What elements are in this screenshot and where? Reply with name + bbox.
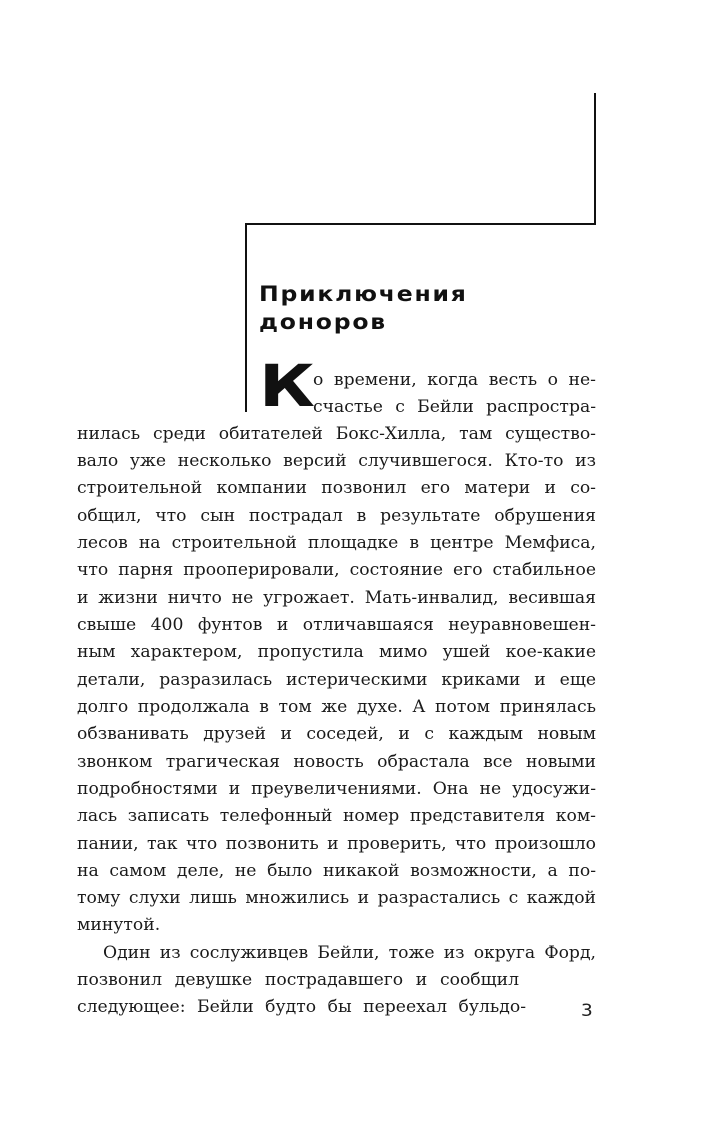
text-line: лесов на строительной площадке в центре Мемфиса, bbox=[77, 533, 596, 553]
text-line: долго продолжала в том же духе. А потом принялась bbox=[77, 697, 596, 717]
text-line: обзванивать друзей и соседей, и с каждым новым bbox=[77, 724, 596, 744]
chapter-title-line-2: доноров bbox=[259, 310, 387, 334]
chapter-title-line-1: Приключения bbox=[259, 282, 468, 306]
text-line: минутой. bbox=[77, 915, 161, 935]
text-line: звонком трагическая новость обрастала все новыми bbox=[77, 752, 596, 772]
decorative-frame-right-line bbox=[594, 93, 596, 225]
text-line: строительной компании позвонил его матери и со- bbox=[77, 478, 596, 498]
text-line: общил, что сын пострадал в результате обрушения bbox=[77, 506, 596, 526]
text-line: свыше 400 фунтов и отличавшаяся неуравновешен- bbox=[77, 615, 596, 635]
text-line: на самом деле, не было никакой возможности, а по- bbox=[77, 861, 596, 881]
chapter-title bbox=[259, 280, 595, 336]
text-line: следующее: Бейли будто бы переехал бульдо- bbox=[77, 997, 526, 1017]
text-line: что парня прооперировали, состояние его стабильное bbox=[77, 560, 596, 580]
text-line: счастье с Бейли распростра- bbox=[313, 397, 596, 417]
text-line: Один из сослуживцев Бейли, тоже из округа Форд, bbox=[103, 943, 596, 963]
text-line: о времени, когда весть о не- bbox=[313, 370, 596, 390]
text-line: ным характером, пропустила мимо ушей кое-какие bbox=[77, 642, 596, 662]
text-line: лась записать телефонный номер представителя ком- bbox=[77, 806, 596, 826]
decorative-frame-top-line bbox=[245, 223, 596, 225]
text-line: детали, разразилась истерическими криками и еще bbox=[77, 670, 596, 690]
drop-cap: К bbox=[259, 352, 315, 420]
text-line: вало уже несколько версий случившегося. Кто-то из bbox=[77, 451, 596, 471]
text-line: и жизни ничто не угрожает. Мать-инвалид, весившая bbox=[77, 588, 596, 608]
text-line: позвонил девушке пострадавшего и сообщил bbox=[77, 970, 519, 990]
text-line: нилась среди обитателей Бокс-Хилла, там существо- bbox=[77, 424, 596, 444]
text-line: пании, так что позвонить и проверить, что произошло bbox=[77, 834, 596, 854]
text-line: подробностями и преувеличениями. Она не удосужи- bbox=[77, 779, 596, 799]
decorative-frame-left-line bbox=[245, 223, 247, 412]
page-number: 3 bbox=[581, 1001, 593, 1021]
text-line: тому слухи лишь множились и разрастались с каждой bbox=[77, 888, 596, 908]
